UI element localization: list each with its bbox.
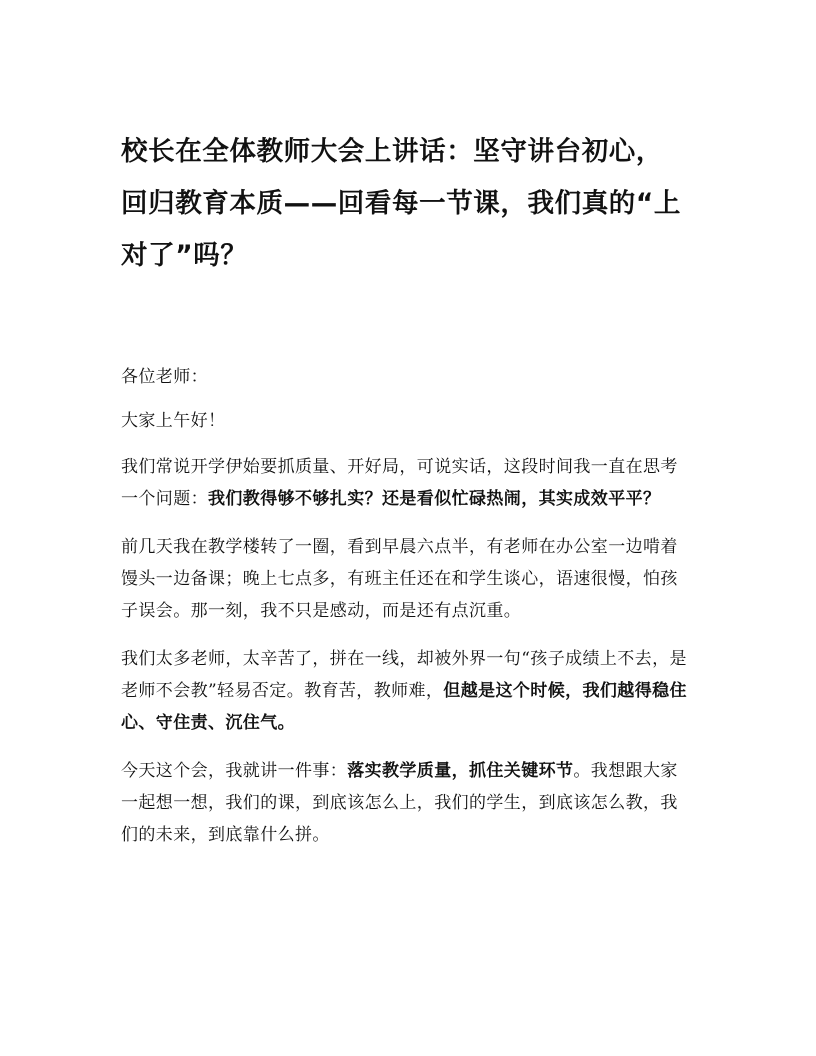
paragraph-text: 我们常说开学伊始要抓质量、开好局，可说实话，这段时间我一直在思考一个问题： — [121, 457, 678, 509]
salutation: 各位老师： — [121, 367, 208, 387]
paragraph-emphasis: 我们教得够不够扎实？还是看似忙碌热闹，其实成效平平？ — [208, 489, 661, 509]
paragraph-text: 。我想跟大家一起想一想，我们的课，到底该怎么上，我们的学生，到底该怎么教，我们的未来，到底靠什么拼。 — [121, 761, 678, 845]
paragraph-2 — [121, 531, 689, 627]
paragraph-1 — [121, 451, 689, 515]
document-title: 校长在全体教师大会上讲话：坚守讲台初心，回归教育本质——回看每一节课，我们真的“上对了”吗？ — [121, 136, 682, 271]
paragraph-text: 今天这个会，我就讲一件事： — [121, 761, 348, 781]
paragraph-emphasis: 落实教学质量，抓住关键环节 — [347, 761, 574, 781]
document-page — [121, 0, 689, 867]
paragraph-3 — [121, 643, 689, 739]
document-body — [121, 361, 689, 851]
greeting: 大家上午好！ — [121, 411, 226, 431]
paragraph-4 — [121, 755, 689, 851]
paragraph-emphasis: 但越是这个时候，我们越得稳住心、守住责、沉住气。 — [121, 681, 687, 733]
paragraph-text: 我们太多老师，太辛苦了，拼在一线，却被外界一句“孩子成绩上不去，是老师不会教”轻易否定。教育苦，教师难， — [121, 649, 687, 701]
paragraph-text: 前几天我在教学楼转了一圈，看到早晨六点半，有老师在办公室一边啃着馒头一边备课；晚上七点多，有班主任还在和学生谈心，语速很慢，怕孩子误会。那一刻，我不只是感动，而是还有点沉重。 — [121, 537, 678, 621]
